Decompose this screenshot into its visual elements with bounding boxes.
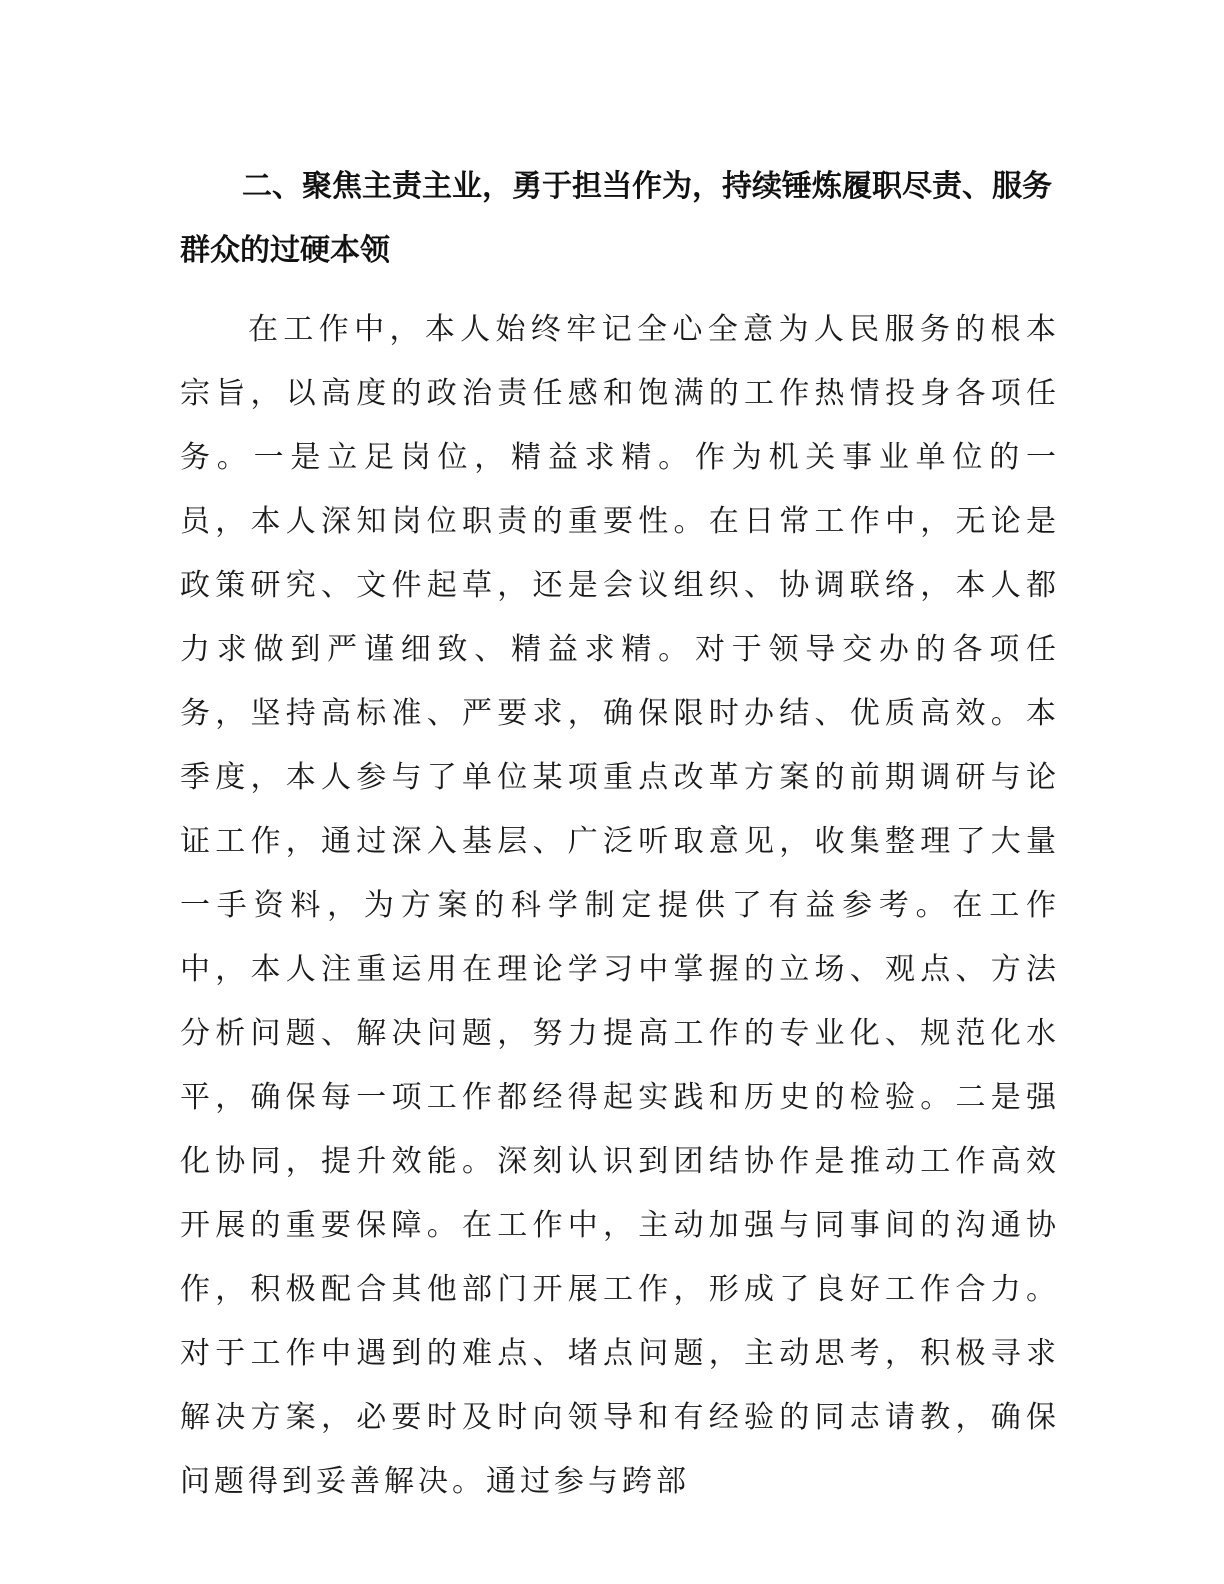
body-paragraph: 在工作中，本人始终牢记全心全意为人民服务的根本宗旨，以高度的政治责任感和饱满的工作热情投身各项任务。一是立足岗位，精益求精。作为机关事业单位的一员，本人深知岗位职责的重要性。在日常工作中，无论是政策研究、文件起草，还是会议组织、协调联络，本人都力求做到严谨细致、精益求精。对于领导交办的各项任务，坚持高标准、严要求，确保限时办结、优质高效。本季度，本人参与了单位某项重点改革方案的前期调研与论证工作，通过深入基层、广泛听取意见，收集整理了大量一手资料，为方案的科学制定提供了有益参考。在工作中，本人注重运用在理论学习中掌握的立场、观点、方法分析问题、解决问题，努力提高工作的专业化、规范化水平，确保每一项工作都经得起实践和历史的检验。二是强化协同，提升效能。深刻认识到团结协作是推动工作高效开展的重要保障。在工作中，主动加强与同事间的沟通协作，积极配合其他部门开展工作，形成了良好工作合力。对于工作中遇到的难点、堵点问题，主动思考，积极寻求解决方案，必要时及时向领导和有经验的同志请教，确保问题得到妥善解决。通过参与跨部 [180, 312, 1060, 1499]
section-heading: 二、聚焦主责主业，勇于担当作为，持续锤炼履职尽责、服务群众的过硬本领 [180, 169, 1052, 268]
